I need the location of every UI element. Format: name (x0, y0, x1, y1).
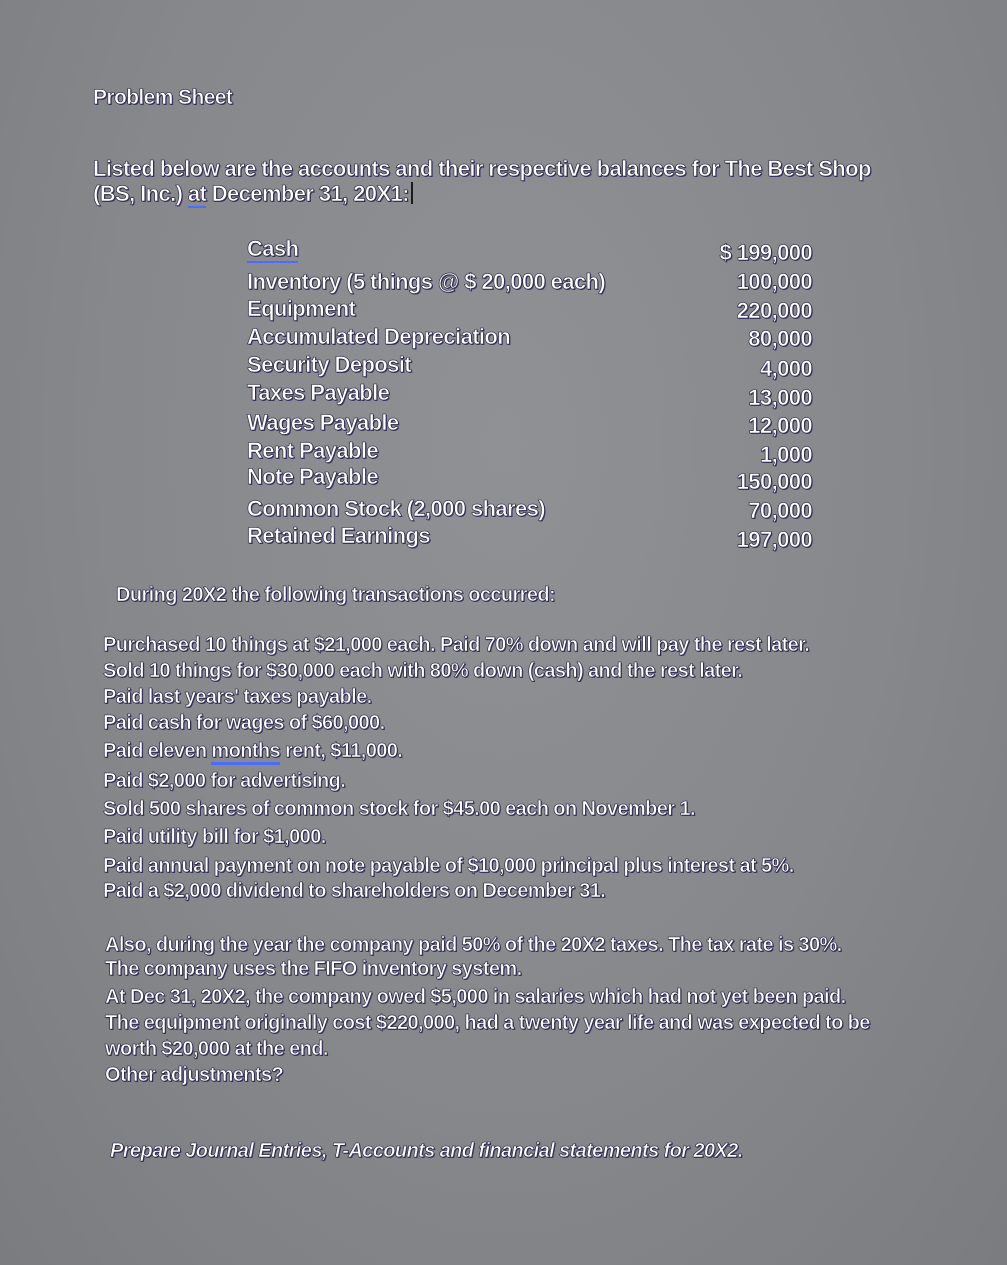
account-name: Taxes Payable (247, 380, 390, 405)
account-amount: 1,000 (759, 442, 812, 467)
account-amount: 70,000 (748, 498, 812, 523)
account-name: Equipment (247, 296, 356, 321)
account-amount: 197,000 (736, 527, 812, 552)
note-line: At Dec 31, 20X2, the company owed $5,000 in salaries which had not yet been paid. (105, 986, 846, 1008)
account-amount: 220,000 (736, 298, 812, 323)
list-item: Paid cash for wages of $60,000. (103, 712, 385, 734)
note-line: The company uses the FIFO inventory system. (105, 958, 522, 980)
account-name: Cash (247, 236, 299, 261)
list-item: Sold 10 things for $30,000 each with 80% down (cash) and the rest later. (103, 660, 743, 682)
note-line: worth $20,000 at the end. (105, 1038, 328, 1060)
account-amount: 100,000 (736, 269, 812, 294)
account-name: Accumulated Depreciation (247, 324, 511, 349)
account-amount: $ 199,000 (719, 240, 812, 265)
text-cursor (411, 182, 413, 204)
intro-line-1: Listed below are the accounts and their respective balances for The Best Shop (93, 156, 871, 181)
note-line: Also, during the year the company paid 50% of the 20X2 taxes. The tax rate is 30%. (105, 934, 842, 956)
account-name: Retained Earnings (247, 523, 430, 548)
account-name: Inventory (5 things @ $ 20,000 each) (247, 269, 606, 294)
account-amount: 80,000 (748, 326, 812, 351)
account-amount: 12,000 (748, 413, 812, 438)
intro-at-word: at (187, 181, 207, 206)
list-item: Paid last years' taxes payable. (103, 686, 372, 708)
account-name: Wages Payable (247, 410, 399, 435)
account-amount: 4,000 (759, 356, 812, 381)
list-item: Paid annual payment on note payable of $10,000 principal plus interest at 5%. (103, 855, 794, 877)
transactions-header: During 20X2 the following transactions occurred: (116, 584, 556, 606)
list-item: Paid utility bill for $1,000. (103, 826, 326, 848)
account-name: Note Payable (247, 464, 378, 489)
intro-company: (BS, Inc.) (93, 181, 188, 206)
account-name: Security Deposit (247, 352, 412, 377)
intro-date: December 31, 20X1: (206, 181, 409, 206)
intro-line-2 (93, 181, 413, 207)
account-amount: 150,000 (736, 469, 812, 494)
list-item: Sold 500 shares of common stock for $45.00 each on November 1. (103, 798, 695, 820)
account-name: Rent Payable (247, 438, 378, 463)
list-item: Paid $2,000 for advertising. (103, 770, 346, 792)
instruction: Prepare Journal Entries, T-Accounts and financial statements for 20X2. (110, 1140, 743, 1162)
account-name: Common Stock (2,000 shares) (247, 496, 546, 521)
page-title: Problem Sheet (93, 86, 233, 109)
account-amount: 13,000 (748, 385, 812, 410)
list-item: Purchased 10 things at $21,000 each. Paid 70% down and will pay the rest later. (103, 634, 810, 656)
note-line: Other adjustments? (105, 1064, 284, 1086)
note-line: The equipment originally cost $220,000, had a twenty year life and was expected to be (105, 1012, 870, 1034)
list-item: Paid eleven months rent, $11,000. (103, 740, 402, 763)
list-item: Paid a $2,000 dividend to shareholders on December 31. (103, 880, 606, 902)
